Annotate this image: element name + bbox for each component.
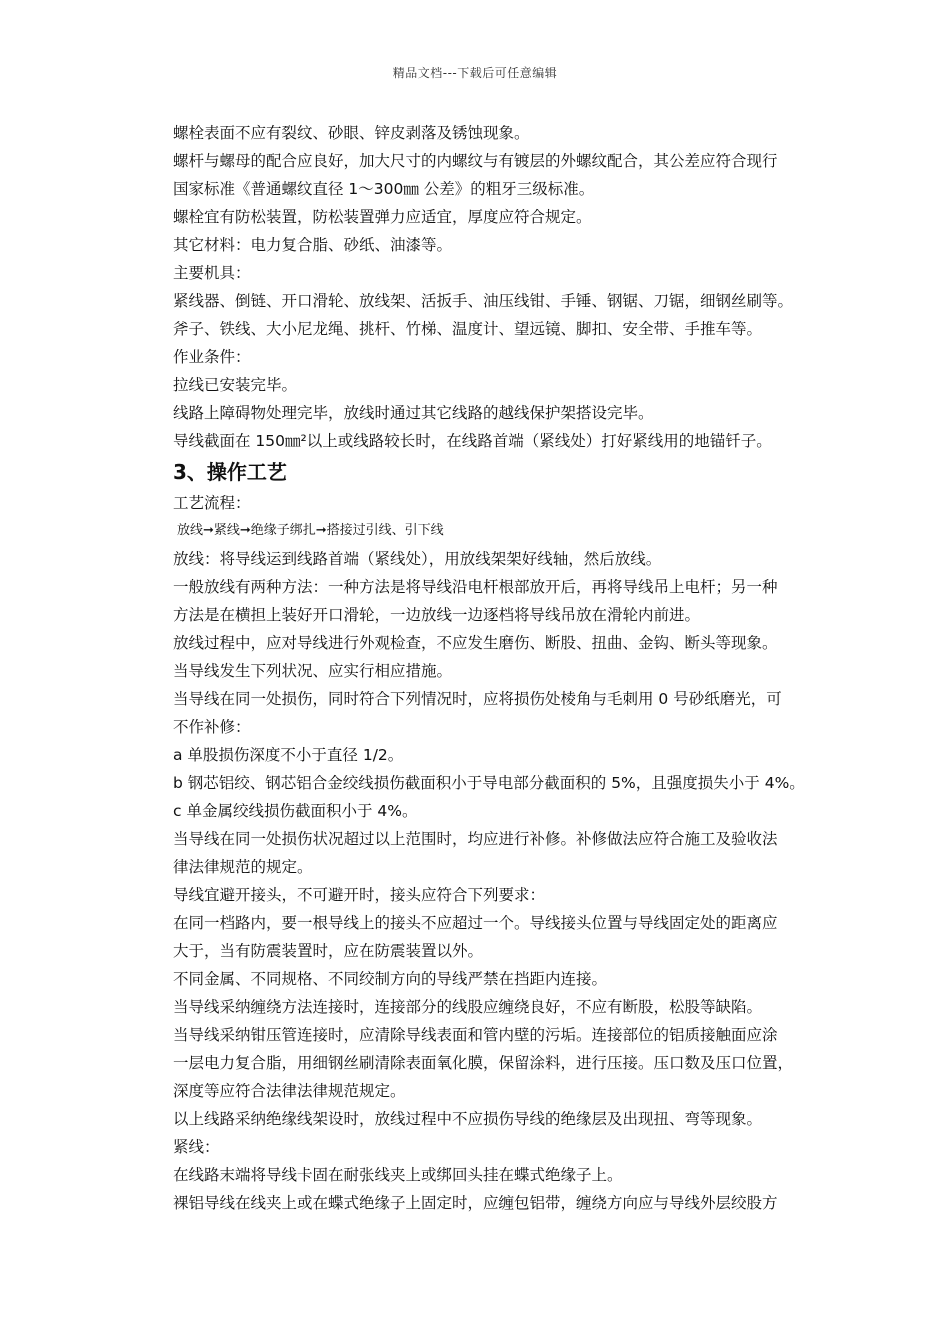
text-line: 裸铝导线在线夹上或在蝶式绝缘子上固定时，应缠包铝带，缠绕方向应与导线外层绞股方 bbox=[173, 1194, 778, 1212]
text-line: 拉线已安装完毕。 bbox=[173, 376, 298, 394]
text-line: a 单股损伤深度不小于直径 1/2。 bbox=[173, 746, 404, 764]
text-line: 不作补修： bbox=[173, 718, 251, 736]
text-line: 主要机具： bbox=[173, 264, 251, 282]
text-line: 在同一档路内，要一根导线上的接头不应超过一个。导线接头位置与导线固定处的距离应 bbox=[173, 914, 778, 932]
text-line: 深度等应符合法律法律规范规定。 bbox=[173, 1082, 406, 1100]
text-line: 当导线发生下列状况、应实行相应措施。 bbox=[173, 662, 453, 680]
text-line: 国家标准《普通螺纹直径 1～300㎜ 公差》的粗牙三级标准。 bbox=[173, 180, 595, 198]
text-line: 螺杆与螺母的配合应良好，加大尺寸的内螺纹与有镀层的外螺纹配合，其公差应符合现行 bbox=[173, 152, 778, 170]
document-body bbox=[173, 119, 863, 1217]
text-line: 导线截面在 150㎜²以上或线路较长时，在线路首端（紧线处）打好紧线用的地锚钎子。 bbox=[173, 432, 772, 450]
text-line: 当导线在同一处损伤状况超过以上范围时，均应进行补修。补修做法应符合施工及验收法 bbox=[173, 830, 778, 848]
page-header: 精品文档---下载后可任意编辑 bbox=[392, 66, 558, 80]
text-line: 紧线器、倒链、开口滑轮、放线架、活扳手、油压线钳、手锤、钢锯、刀锯，细钢丝刷等。 bbox=[173, 292, 794, 310]
text-line: 作业条件： bbox=[173, 348, 251, 366]
text-line: c 单金属绞线损伤截面积小于 4%。 bbox=[173, 802, 418, 820]
text-line: 放线过程中，应对导线进行外观检查，不应发生磨伤、断股、扭曲、金钩、断头等现象。 bbox=[173, 634, 778, 652]
text-line: 放线：将导线运到线路首端（紧线处），用放线架架好线轴，然后放线。 bbox=[173, 550, 662, 568]
text-line: 螺栓表面不应有裂纹、砂眼、锌皮剥落及锈蚀现象。 bbox=[173, 124, 530, 142]
text-line: 斧子、铁线、大小尼龙绳、挑杆、竹梯、温度计、望远镜、脚扣、安全带、手推车等。 bbox=[173, 320, 763, 338]
text-line: 一层电力复合脂，用细钢丝刷清除表面氧化膜，保留涂料，进行压接。压口数及压口位置， bbox=[173, 1054, 794, 1072]
text-line: 螺栓宜有防松装置，防松装置弹力应适宜，厚度应符合规定。 bbox=[173, 208, 592, 226]
section-heading: 3、操作工艺 bbox=[173, 460, 287, 484]
text-line: 紧线： bbox=[173, 1138, 220, 1156]
text-line: 工艺流程： bbox=[173, 494, 251, 512]
text-line: 一般放线有两种方法：一种方法是将导线沿电杆根部放开后，再将导线吊上电杆；另一种 bbox=[173, 578, 778, 596]
process-flow-line: 放线➞紧线➞绝缘子绑扎➞搭接过引线、引下线 bbox=[177, 523, 444, 538]
text-line: 不同金属、不同规格、不同绞制方向的导线严禁在挡距内连接。 bbox=[173, 970, 608, 988]
text-line: 以上线路采纳绝缘线架设时，放线过程中不应损伤导线的绝缘层及出现扭、弯等现象。 bbox=[173, 1110, 763, 1128]
text-line: 其它材料：电力复合脂、砂纸、油漆等。 bbox=[173, 236, 453, 254]
text-line: 大于，当有防震装置时，应在防震装置以外。 bbox=[173, 942, 484, 960]
text-line: 在线路末端将导线卡固在耐张线夹上或绑回头挂在蝶式绝缘子上。 bbox=[173, 1166, 623, 1184]
text-line: 线路上障碍物处理完毕，放线时通过其它线路的越线保护架搭设完毕。 bbox=[173, 404, 654, 422]
text-line: 导线宜避开接头，不可避开时，接头应符合下列要求： bbox=[173, 886, 546, 904]
text-line: b 钢芯铝绞、钢芯铝合金绞线损伤截面积小于导电部分截面积的 5%，且强度损失小于 4%。 bbox=[173, 774, 805, 792]
text-line: 当导线采纳钳压管连接时，应清除导线表面和管内壁的污垢。连接部位的铝质接触面应涂 bbox=[173, 1026, 778, 1044]
text-line: 当导线采纳缠绕方法连接时，连接部分的线股应缠绕良好，不应有断股，松股等缺陷。 bbox=[173, 998, 763, 1016]
text-line: 方法是在横担上装好开口滑轮，一边放线一边逐档将导线吊放在滑轮内前进。 bbox=[173, 606, 701, 624]
text-line: 律法律规范的规定。 bbox=[173, 858, 313, 876]
text-line: 当导线在同一处损伤，同时符合下列情况时，应将损伤处棱角与毛刺用 0 号砂纸磨光，可 bbox=[173, 690, 782, 708]
